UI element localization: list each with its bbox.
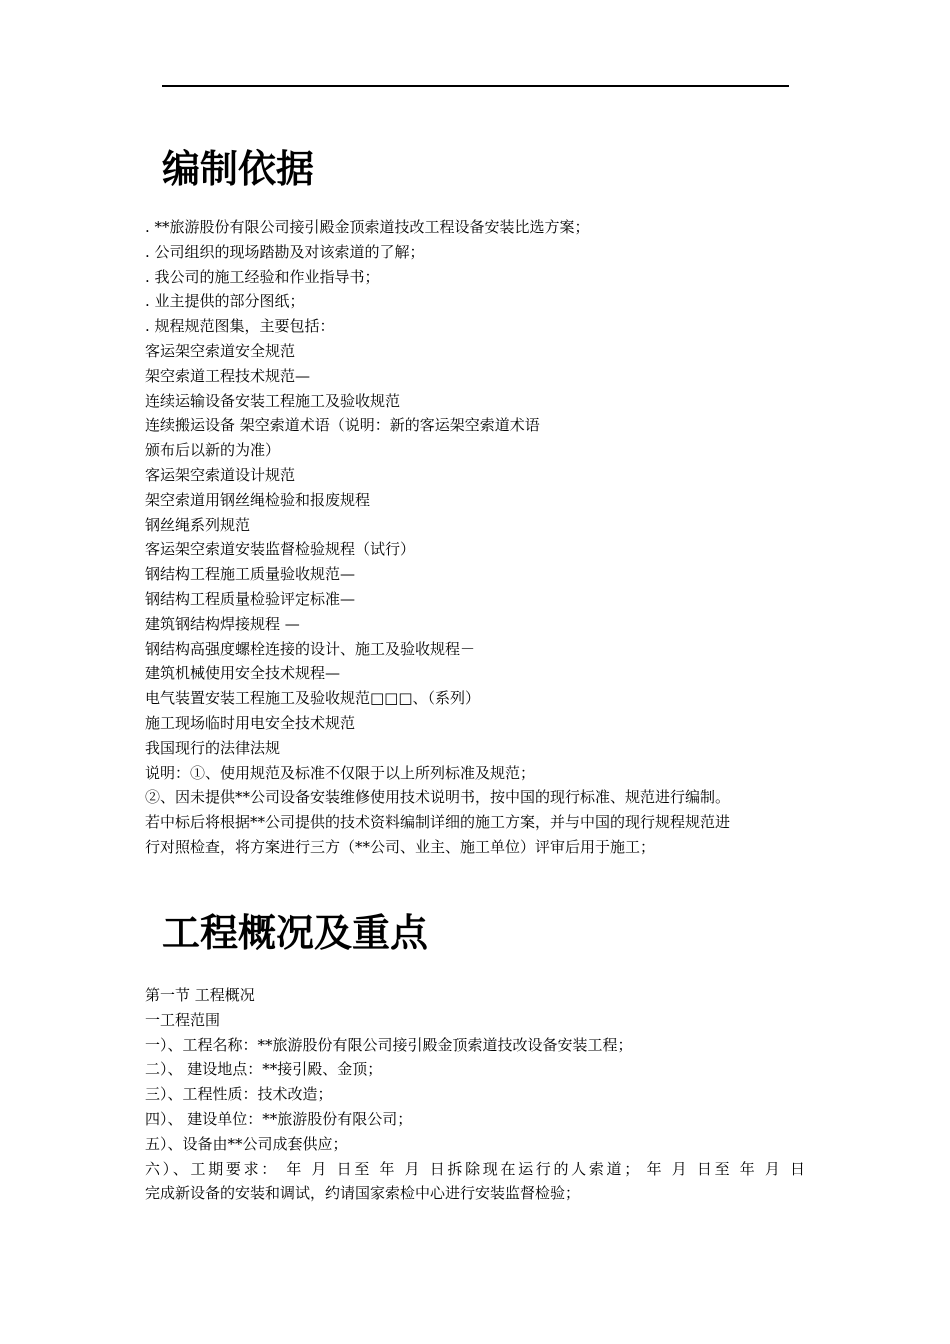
subsection-title: 第一节 工程概况 bbox=[145, 986, 255, 1004]
list-item: 五）、设备由**公司成套供应； bbox=[145, 1134, 348, 1153]
standard-item: 颁布后以新的为准） bbox=[145, 441, 281, 460]
header-rule bbox=[162, 85, 789, 87]
standard-item: 钢结构工程施工质量验收规范— bbox=[145, 565, 356, 584]
standard-item: 施工现场临时用电安全技术规范 bbox=[145, 713, 356, 732]
standard-item: 钢结构工程质量检验评定标准— bbox=[145, 589, 356, 608]
standard-item: 客运架空索道安全规范 bbox=[145, 341, 296, 360]
list-item: 六）、工期要求： 年 月 日至 年 月 日拆除现在运行的人索道； 年 月 日至 年 月 日 bbox=[145, 1159, 805, 1178]
section-heading-basis: 编制依据 bbox=[162, 147, 315, 191]
standard-item: 架空索道用钢丝绳检验和报废规程 bbox=[145, 490, 371, 509]
note-line: 说明：①、使用规范及标准不仅限于以上所列标准及规范； bbox=[145, 763, 536, 782]
list-item: 四）、 建设单位：**旅游股份有限公司； bbox=[145, 1109, 413, 1128]
section-basis-body bbox=[145, 215, 805, 860]
standard-item: 建筑钢结构焊接规程 — bbox=[145, 614, 300, 633]
standard-item: 连续运输设备安装工程施工及验收规范 bbox=[145, 391, 401, 410]
list-item: . **旅游股份有限公司接引殿金顶索道技改工程设备安装比选方案； bbox=[145, 218, 590, 236]
list-item: 二）、 建设地点：**接引殿、金顶； bbox=[145, 1060, 383, 1079]
list-item: . 业主提供的部分图纸； bbox=[145, 292, 305, 311]
standard-item: 客运架空索道设计规范 bbox=[145, 465, 296, 484]
standard-item: 钢结构高强度螺栓连接的设计、施工及验收规程－ bbox=[145, 639, 476, 658]
standard-item: 电气装置安装工程施工及验收规范□□□、（系列） bbox=[145, 689, 481, 708]
list-item: 一）、工程名称：**旅游股份有限公司接引殿金顶索道技改设备安装工程； bbox=[145, 1035, 633, 1054]
standard-item: 钢丝绳系列规范 bbox=[145, 515, 251, 534]
note-line: 行对照检查，将方案进行三方（**公司、业主、施工单位）评审后用于施工； bbox=[145, 837, 656, 856]
standard-item: 我国现行的法律法规 bbox=[145, 738, 281, 757]
list-item: 完成新设备的安装和调试，约请国家索检中心进行安装监督检验； bbox=[145, 1184, 581, 1203]
section-heading-overview: 工程概况及重点 bbox=[162, 911, 429, 955]
list-item: . 规程规范图集，主要包括： bbox=[145, 317, 335, 336]
list-item: . 公司组织的现场踏勘及对该索道的了解； bbox=[145, 242, 425, 261]
subsection-title: 一工程范围 bbox=[145, 1010, 221, 1029]
note-line: 若中标后将根据**公司提供的技术资料编制详细的施工方案，并与中国的现行规程规范进 bbox=[145, 813, 731, 832]
list-item: 三）、工程性质：技术改造； bbox=[145, 1085, 333, 1104]
note-line: ②、因未提供**公司设备安装维修使用技术说明书，按中国的现行标准、规范进行编制。 bbox=[145, 788, 731, 807]
standard-item: 连续搬运设备 架空索道术语（说明：新的客运架空索道术语 bbox=[145, 416, 540, 435]
standard-item: 架空索道工程技术规范— bbox=[145, 366, 311, 385]
list-item: . 我公司的施工经验和作业指导书； bbox=[145, 267, 380, 286]
section-overview-body bbox=[145, 983, 805, 1206]
standard-item: 建筑机械使用安全技术规程— bbox=[145, 664, 341, 683]
standard-item: 客运架空索道安装监督检验规程（试行） bbox=[145, 540, 416, 559]
